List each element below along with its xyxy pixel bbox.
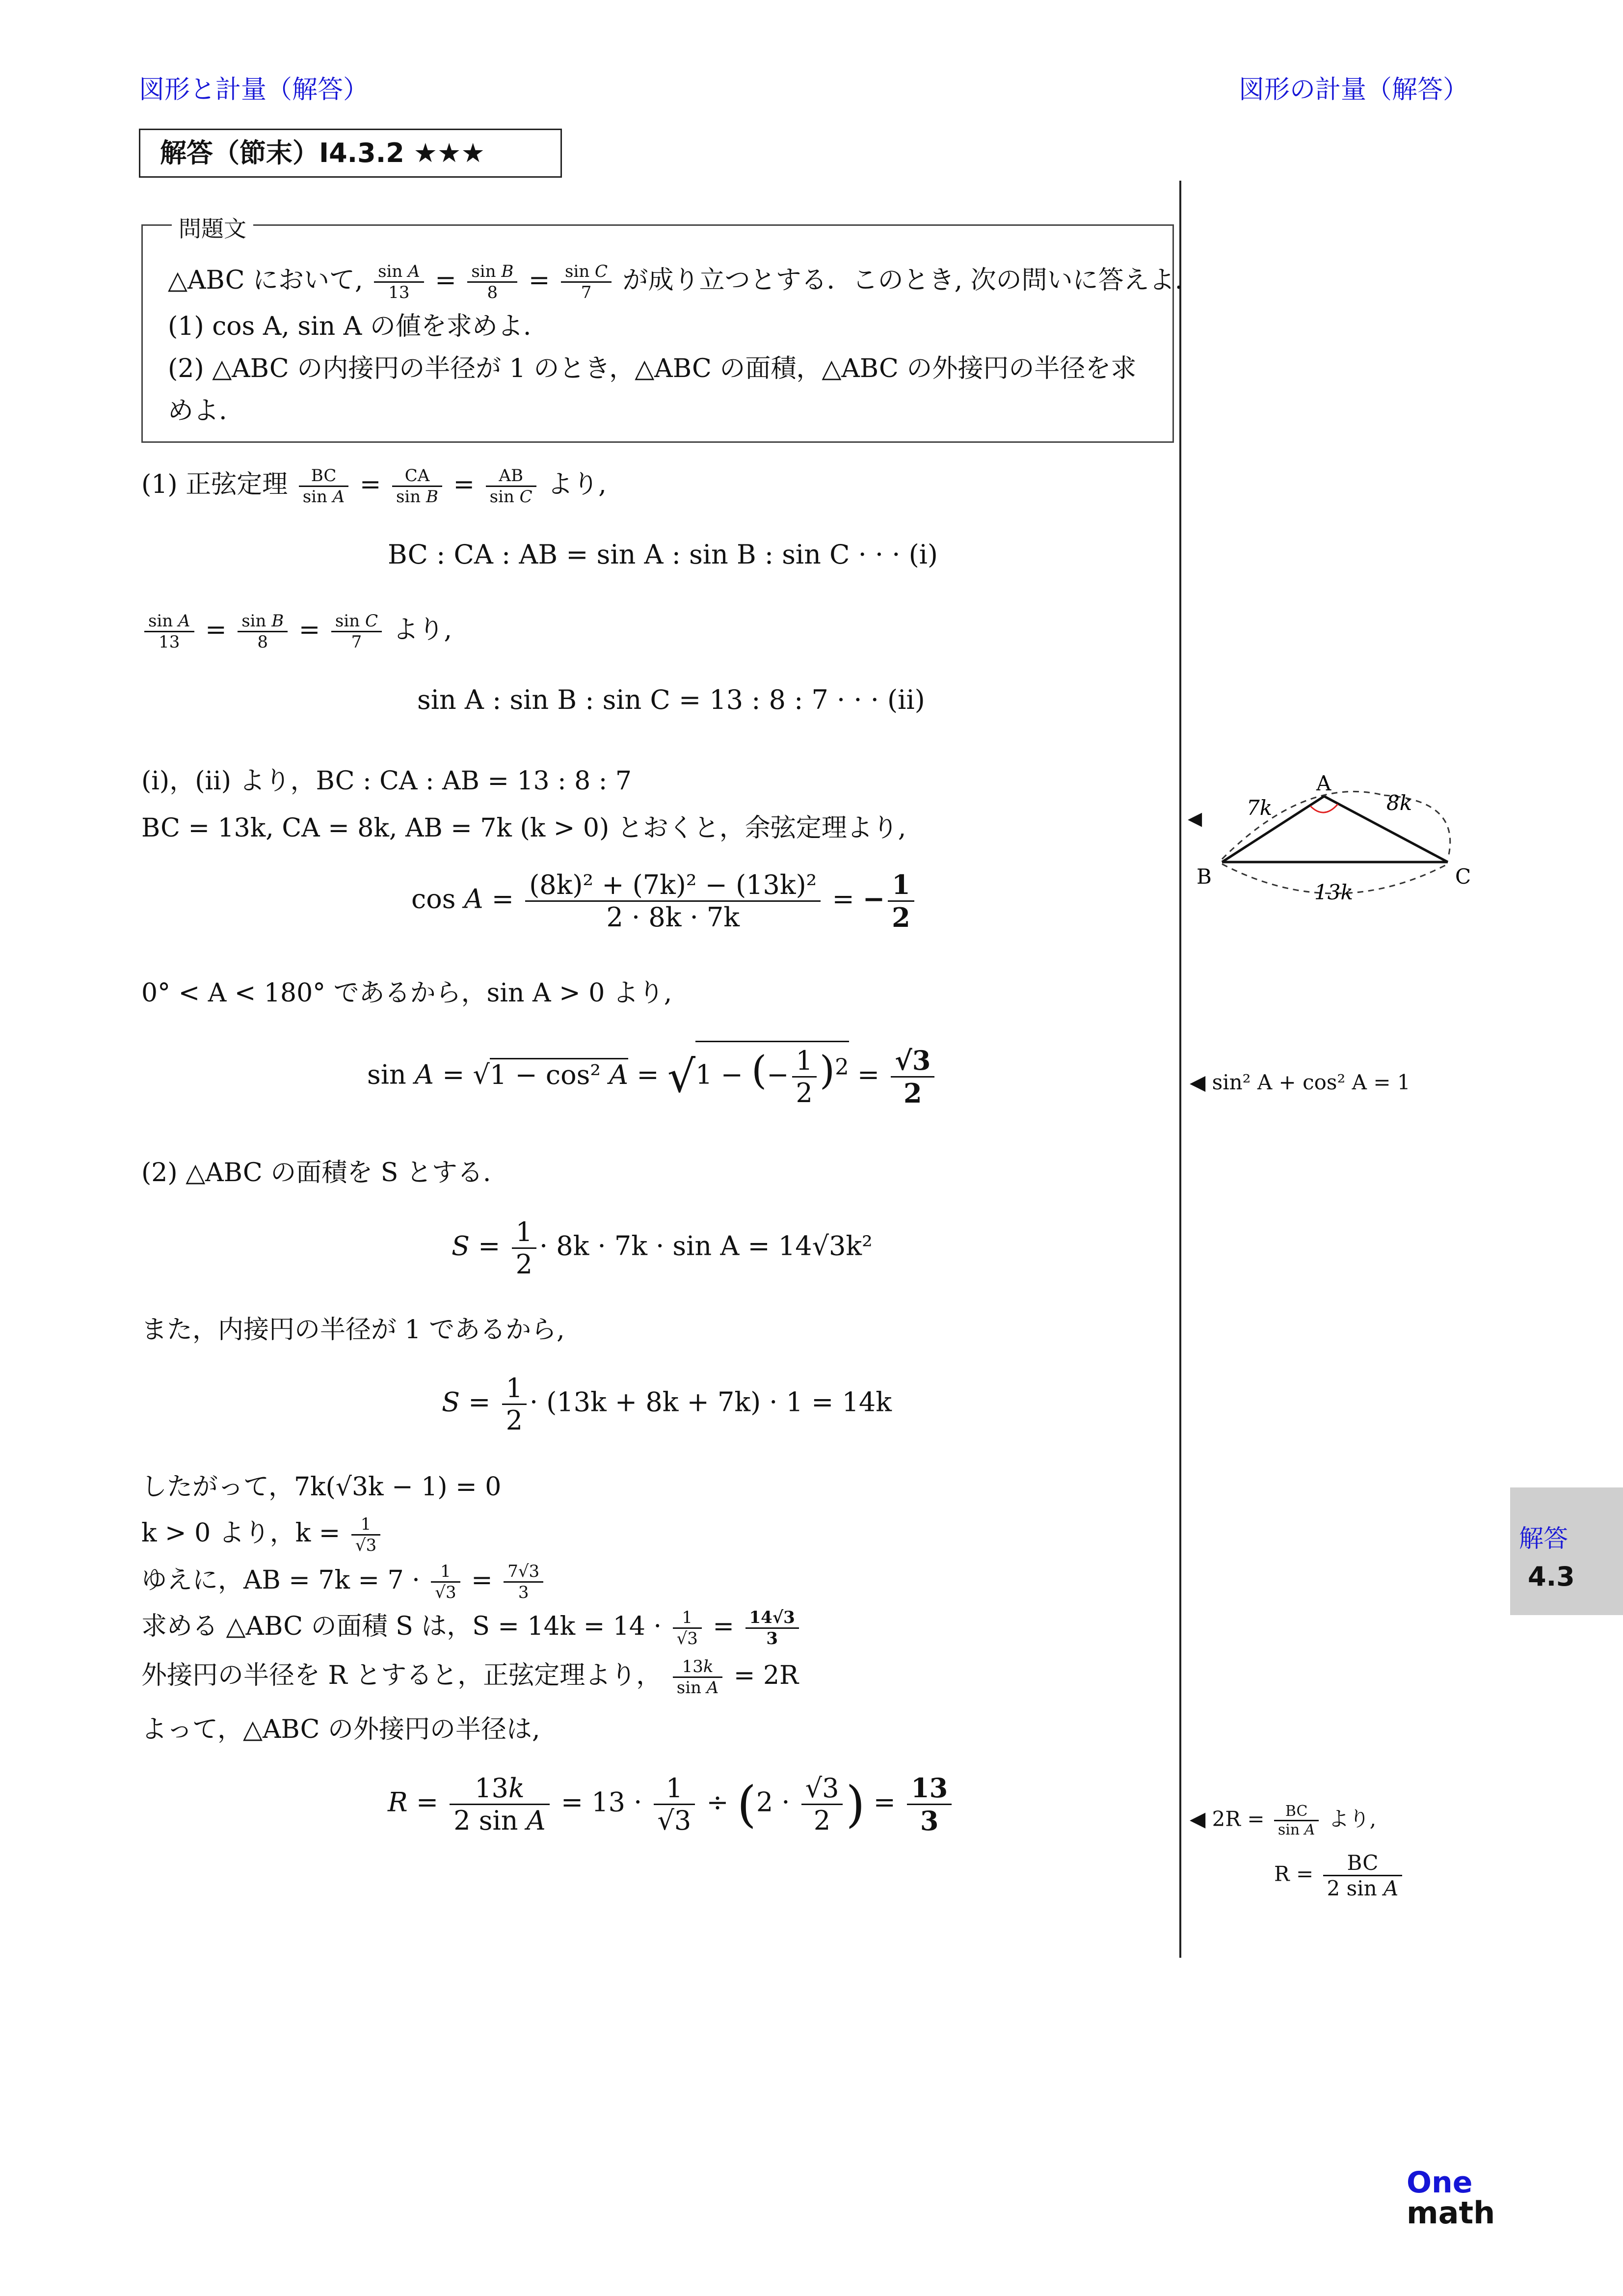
side-ac-label: 8k bbox=[1386, 791, 1412, 815]
sol-line-12: 外接円の半径を R とすると，正弦定理より， $\frac{13k}{\text{sin A}}$ = 2R bbox=[141, 1657, 799, 1698]
solution-title: 解答（節末）I4.3.2 ★★★ bbox=[139, 129, 562, 178]
header-left: 図形と計量（解答） bbox=[139, 75, 369, 105]
angle-a-mark bbox=[1310, 804, 1338, 812]
sol-line-5: 0° < A < 180° であるから，sin A > 0 より, bbox=[141, 978, 672, 1008]
tab-label: 解答 bbox=[1519, 1524, 1568, 1553]
sol-line-4: BC = 13k, CA = 8k, AB = 7k (k > 0) とおくと，余弦定理より, bbox=[141, 813, 906, 843]
margin-divider bbox=[1179, 181, 1181, 1958]
eq-R: R = $\frac{13k}{\text{2 sin A}}$ = 13 · $\frac{1}{√3}$ ÷ (2 · $\frac{√3}{2}$ ) = $\frac{13}{3}$ bbox=[388, 1772, 955, 1837]
eq-ii: sin A : sin B : sin C = 13 : 8 : 7 · · · (ii) bbox=[417, 684, 925, 715]
eq-sinA: sin A = √1 − cos² A = √1 − (− $\frac{1}{2}$ )$^2$ = $\frac{√3}{2}$ bbox=[367, 1041, 937, 1109]
vertex-c-label: C bbox=[1455, 864, 1471, 889]
problem-q2-line2: めよ. bbox=[168, 396, 227, 426]
eq-i: BC : CA : AB = sin A : sin B : sin C · · · (i) bbox=[388, 539, 938, 570]
vertex-a-label: A bbox=[1316, 771, 1331, 795]
problem-q1: (1) cos A, sin A の値を求めよ. bbox=[168, 312, 532, 341]
tab-number: 4.3 bbox=[1528, 1561, 1575, 1592]
onemath-logo bbox=[1407, 2165, 1495, 2231]
diagram-pointer-icon: ◀ bbox=[1188, 808, 1202, 829]
sol-line-13: よって，△ABC の外接円の半径は, bbox=[141, 1715, 540, 1744]
eq-cosA: cos A = $\frac{\text{(8k)² + (7k)² − (13k)²}}{2 \cdot 8k \cdot 7k}$ = − $\frac{1}{2}$ bbox=[411, 869, 917, 933]
problem-q2-line1: (2) △ABC の内接円の半径が 1 のとき，△ABC の面積，△ABC の外接円の半径を求 bbox=[168, 354, 1137, 383]
side-ab-label: 7k bbox=[1247, 796, 1273, 820]
side-note-2-eq: R = $\frac{BC}{\text{2 sin A}}$ bbox=[1274, 1851, 1405, 1900]
sol-line-9: k > 0 より，k = $\frac{1}{√3}$ bbox=[141, 1512, 383, 1555]
side-note-2: ◀ 2R = $\frac{BC}{\text{sin A}}$ より, bbox=[1190, 1803, 1377, 1838]
sol-line-10: ゆえに，AB = 7k = 7 · $\frac{1}{√3}$ = $\frac{7√3}{3}$ bbox=[141, 1559, 546, 1602]
sol-line-1: (1) 正弦定理 $\frac{BC}{\text{sin A}}$ = $\frac{CA}{\text{sin B}}$ = $\frac{AB}{\text{sin C}}$ より, bbox=[141, 466, 607, 507]
problem-line-1: △ABC において, $\frac{\text{sin A}}{13}$ = $\frac{\text{sin B}}{8}$ = $\frac{\text{sin C}}{7}$ が成り立つとする．このとき, 次の問いに答えよ. bbox=[168, 262, 1183, 302]
header-right: 図形の計量（解答） bbox=[1239, 75, 1469, 105]
side-bc-label: 13k bbox=[1314, 880, 1353, 904]
sol-line-6: (2) △ABC の面積を S とする. bbox=[141, 1158, 491, 1188]
vertex-b-label: B bbox=[1197, 864, 1212, 889]
sol-line-11: 求める △ABC の面積 S は，S = 14k = 14 · $\frac{1}{√3}$ = $\frac{14√3}{3}$ bbox=[141, 1605, 802, 1648]
triangle-diagram bbox=[1188, 766, 1482, 913]
logo-line-2: math bbox=[1407, 2195, 1495, 2231]
logo-line-1: One bbox=[1407, 2165, 1473, 2200]
sol-line-2: $\frac{\text{sin A}}{13}$ = $\frac{\text{sin B}}{8}$ = $\frac{\text{sin C}}{7}$ より, bbox=[141, 609, 452, 652]
section-tab bbox=[1510, 1487, 1623, 1615]
side-note-1: ◀ sin² A + cos² A = 1 bbox=[1190, 1070, 1410, 1094]
side-ab bbox=[1222, 796, 1324, 862]
eq-S2: S = $\frac{1}{2}$ · (13k + 8k + 7k) · 1 = 14k bbox=[442, 1373, 892, 1436]
sol-line-7: また，内接円の半径が 1 であるから, bbox=[141, 1315, 565, 1345]
eq-S1: S = $\frac{1}{2}$ · 8k · 7k · sin A = 14√3k² bbox=[452, 1216, 873, 1280]
sol-line-8: したがって，7k(√3k − 1) = 0 bbox=[141, 1472, 502, 1502]
problem-label: 問題文 bbox=[172, 211, 253, 243]
sol-line-3: (i)，(ii) より，BC : CA : AB = 13 : 8 : 7 bbox=[141, 766, 632, 796]
